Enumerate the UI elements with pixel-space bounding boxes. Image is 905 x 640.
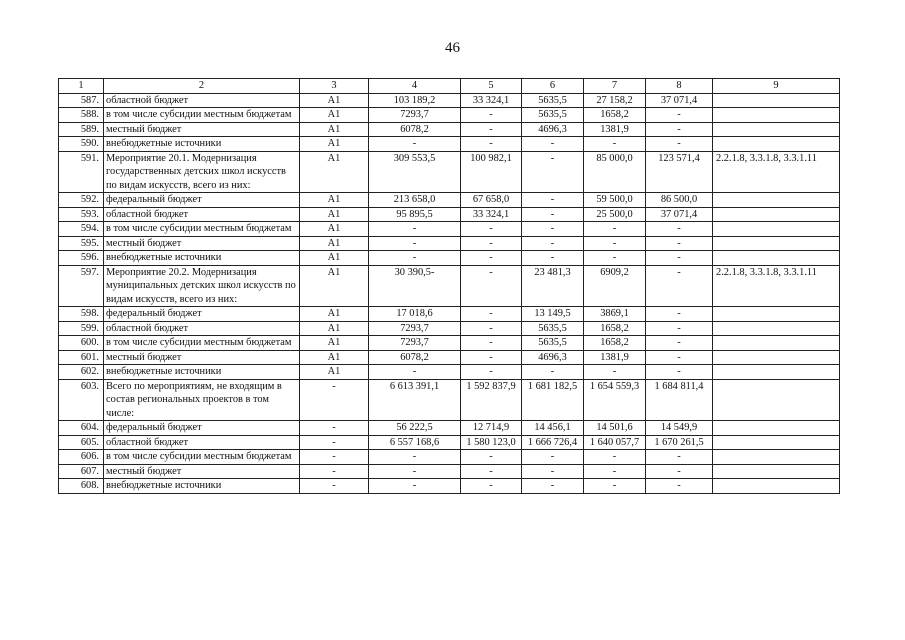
year-4-cell: - [646, 108, 713, 123]
year-4-cell: - [646, 307, 713, 322]
total-cell: 6078,2 [369, 350, 461, 365]
column-header: 5 [461, 79, 522, 94]
code-cell: А1 [300, 236, 369, 251]
year-1-cell: - [461, 236, 522, 251]
table-row [59, 122, 840, 137]
year-4-cell: - [646, 137, 713, 152]
year-3-cell: 3869,1 [584, 307, 646, 322]
code-cell: А1 [300, 307, 369, 322]
year-3-cell: - [584, 222, 646, 237]
code-cell: А1 [300, 137, 369, 152]
year-2-cell: 1 666 726,4 [522, 435, 584, 450]
year-4-cell: - [646, 222, 713, 237]
year-3-cell: - [584, 137, 646, 152]
total-cell: - [369, 251, 461, 266]
item-name-cell: федеральный бюджет [104, 193, 300, 208]
row-number-cell: 589. [59, 122, 104, 137]
year-3-cell: 1381,9 [584, 122, 646, 137]
row-number-cell: 593. [59, 207, 104, 222]
item-name-cell: Мероприятие 20.1. Модернизация государственных детских школ искусств по видам искусств, всего из них: [104, 151, 300, 193]
year-4-cell: 1 684 811,4 [646, 379, 713, 421]
item-name-cell: областной бюджет [104, 435, 300, 450]
indicator-links-cell [713, 379, 840, 421]
item-name-cell: в том числе субсидии местным бюджетам [104, 222, 300, 237]
total-cell: 213 658,0 [369, 193, 461, 208]
table-row [59, 93, 840, 108]
year-2-cell: 14 456,1 [522, 421, 584, 436]
year-4-cell: - [646, 464, 713, 479]
year-3-cell: 25 500,0 [584, 207, 646, 222]
total-cell: 6078,2 [369, 122, 461, 137]
row-number-cell: 595. [59, 236, 104, 251]
column-header: 6 [522, 79, 584, 94]
year-4-cell: 37 071,4 [646, 207, 713, 222]
total-cell: 309 553,5 [369, 151, 461, 193]
year-4-cell: - [646, 321, 713, 336]
indicator-links-cell [713, 222, 840, 237]
year-1-cell: 33 324,1 [461, 93, 522, 108]
budget-table [58, 78, 840, 494]
year-4-cell: - [646, 365, 713, 380]
total-cell: 6 557 168,6 [369, 435, 461, 450]
year-2-cell: - [522, 365, 584, 380]
year-1-cell: - [461, 307, 522, 322]
item-name-cell: Мероприятие 20.2. Модернизация муниципальных детских школ искусств по видам искусств, всего из них: [104, 265, 300, 307]
year-2-cell: - [522, 222, 584, 237]
total-cell: - [369, 464, 461, 479]
total-cell: - [369, 365, 461, 380]
year-2-cell: 5635,5 [522, 336, 584, 351]
year-3-cell: 1381,9 [584, 350, 646, 365]
item-name-cell: внебюджетные источники [104, 251, 300, 266]
year-1-cell: - [461, 222, 522, 237]
row-number-cell: 607. [59, 464, 104, 479]
indicator-links-cell: 2.2.1.8, 3.3.1.8, 3.3.1.11 [713, 265, 840, 307]
indicator-links-cell [713, 207, 840, 222]
year-1-cell: - [461, 336, 522, 351]
table-row [59, 236, 840, 251]
row-number-cell: 597. [59, 265, 104, 307]
column-header: 2 [104, 79, 300, 94]
year-3-cell: 59 500,0 [584, 193, 646, 208]
year-1-cell: - [461, 265, 522, 307]
table-row [59, 307, 840, 322]
item-name-cell: в том числе субсидии местным бюджетам [104, 450, 300, 465]
table-row [59, 435, 840, 450]
table-row [59, 251, 840, 266]
code-cell: А1 [300, 321, 369, 336]
code-cell: А1 [300, 193, 369, 208]
year-3-cell: - [584, 450, 646, 465]
year-2-cell: - [522, 193, 584, 208]
year-1-cell: 1 592 837,9 [461, 379, 522, 421]
year-1-cell: - [461, 365, 522, 380]
year-3-cell: 1 640 057,7 [584, 435, 646, 450]
year-3-cell: 27 158,2 [584, 93, 646, 108]
row-number-cell: 600. [59, 336, 104, 351]
indicator-links-cell [713, 108, 840, 123]
indicator-links-cell [713, 479, 840, 494]
indicator-links-cell: 2.2.1.8, 3.3.1.8, 3.3.1.11 [713, 151, 840, 193]
year-2-cell: 5635,5 [522, 321, 584, 336]
table-row [59, 207, 840, 222]
item-name-cell: местный бюджет [104, 236, 300, 251]
year-2-cell: 4696,3 [522, 350, 584, 365]
indicator-links-cell [713, 137, 840, 152]
total-cell: 7293,7 [369, 336, 461, 351]
table-row [59, 336, 840, 351]
row-number-cell: 594. [59, 222, 104, 237]
code-cell: - [300, 464, 369, 479]
table-row [59, 265, 840, 307]
table-row [59, 108, 840, 123]
code-cell: А1 [300, 122, 369, 137]
year-3-cell: 1658,2 [584, 321, 646, 336]
row-number-cell: 602. [59, 365, 104, 380]
year-1-cell: - [461, 464, 522, 479]
year-2-cell: 13 149,5 [522, 307, 584, 322]
year-1-cell: - [461, 137, 522, 152]
column-header: 7 [584, 79, 646, 94]
year-1-cell: 67 658,0 [461, 193, 522, 208]
year-1-cell: 1 580 123,0 [461, 435, 522, 450]
year-4-cell: 14 549,9 [646, 421, 713, 436]
total-cell: - [369, 222, 461, 237]
indicator-links-cell [713, 193, 840, 208]
code-cell: А1 [300, 251, 369, 266]
year-4-cell: - [646, 251, 713, 266]
code-cell: - [300, 421, 369, 436]
total-cell: 7293,7 [369, 321, 461, 336]
year-2-cell: - [522, 207, 584, 222]
year-1-cell: - [461, 321, 522, 336]
year-2-cell: 4696,3 [522, 122, 584, 137]
total-cell: 56 222,5 [369, 421, 461, 436]
code-cell: - [300, 450, 369, 465]
year-4-cell: - [646, 336, 713, 351]
year-2-cell: 5635,5 [522, 108, 584, 123]
indicator-links-cell [713, 464, 840, 479]
row-number-cell: 605. [59, 435, 104, 450]
year-3-cell: - [584, 251, 646, 266]
item-name-cell: областной бюджет [104, 93, 300, 108]
table-row [59, 151, 840, 193]
year-2-cell: - [522, 236, 584, 251]
row-number-cell: 608. [59, 479, 104, 494]
code-cell: А1 [300, 151, 369, 193]
year-1-cell: 100 982,1 [461, 151, 522, 193]
year-4-cell: - [646, 450, 713, 465]
item-name-cell: федеральный бюджет [104, 421, 300, 436]
code-cell: А1 [300, 207, 369, 222]
year-2-cell: 23 481,3 [522, 265, 584, 307]
year-2-cell: 1 681 182,5 [522, 379, 584, 421]
row-number-cell: 603. [59, 379, 104, 421]
item-name-cell: в том числе субсидии местным бюджетам [104, 108, 300, 123]
row-number-cell: 598. [59, 307, 104, 322]
year-1-cell: - [461, 350, 522, 365]
year-3-cell: 1658,2 [584, 336, 646, 351]
year-4-cell: 37 071,4 [646, 93, 713, 108]
table-row [59, 379, 840, 421]
year-2-cell: 5635,5 [522, 93, 584, 108]
total-cell: 17 018,6 [369, 307, 461, 322]
code-cell: - [300, 435, 369, 450]
indicator-links-cell [713, 251, 840, 266]
year-4-cell: 1 670 261,5 [646, 435, 713, 450]
year-2-cell: - [522, 251, 584, 266]
year-3-cell: 85 000,0 [584, 151, 646, 193]
year-3-cell: - [584, 464, 646, 479]
year-4-cell: 123 571,4 [646, 151, 713, 193]
year-3-cell: - [584, 236, 646, 251]
year-1-cell: - [461, 108, 522, 123]
total-cell: 95 895,5 [369, 207, 461, 222]
row-number-cell: 592. [59, 193, 104, 208]
code-cell: А1 [300, 93, 369, 108]
table-row [59, 464, 840, 479]
year-1-cell: - [461, 122, 522, 137]
year-1-cell: - [461, 479, 522, 494]
table-row [59, 321, 840, 336]
table-row [59, 137, 840, 152]
table-row [59, 222, 840, 237]
year-4-cell: - [646, 479, 713, 494]
item-name-cell: Всего по мероприятиям, не входящим в состав региональных проектов в том числе: [104, 379, 300, 421]
code-cell: А1 [300, 265, 369, 307]
year-3-cell: 1658,2 [584, 108, 646, 123]
item-name-cell: внебюджетные источники [104, 365, 300, 380]
row-number-cell: 599. [59, 321, 104, 336]
page-number: 46 [445, 40, 460, 56]
indicator-links-cell [713, 93, 840, 108]
code-cell: А1 [300, 350, 369, 365]
year-4-cell: 86 500,0 [646, 193, 713, 208]
indicator-links-cell [713, 435, 840, 450]
year-2-cell: - [522, 151, 584, 193]
indicator-links-cell [713, 122, 840, 137]
row-number-cell: 604. [59, 421, 104, 436]
code-cell: - [300, 379, 369, 421]
indicator-links-cell [713, 350, 840, 365]
item-name-cell: в том числе субсидии местным бюджетам [104, 336, 300, 351]
column-header: 4 [369, 79, 461, 94]
table-row [59, 421, 840, 436]
total-cell: 30 390,5- [369, 265, 461, 307]
item-name-cell: внебюджетные источники [104, 137, 300, 152]
indicator-links-cell [713, 321, 840, 336]
table-row [59, 450, 840, 465]
row-number-cell: 591. [59, 151, 104, 193]
item-name-cell: федеральный бюджет [104, 307, 300, 322]
year-3-cell: 14 501,6 [584, 421, 646, 436]
column-header: 1 [59, 79, 104, 94]
total-cell: 103 189,2 [369, 93, 461, 108]
column-header: 9 [713, 79, 840, 94]
year-1-cell: - [461, 251, 522, 266]
year-4-cell: - [646, 350, 713, 365]
year-3-cell: - [584, 365, 646, 380]
table-row [59, 350, 840, 365]
indicator-links-cell [713, 450, 840, 465]
code-cell: А1 [300, 365, 369, 380]
year-2-cell: - [522, 464, 584, 479]
year-1-cell: 12 714,9 [461, 421, 522, 436]
row-number-cell: 596. [59, 251, 104, 266]
total-cell: - [369, 450, 461, 465]
row-number-cell: 606. [59, 450, 104, 465]
item-name-cell: местный бюджет [104, 350, 300, 365]
total-cell: - [369, 479, 461, 494]
indicator-links-cell [713, 236, 840, 251]
indicator-links-cell [713, 307, 840, 322]
item-name-cell: местный бюджет [104, 464, 300, 479]
year-2-cell: - [522, 137, 584, 152]
total-cell: 6 613 391,1 [369, 379, 461, 421]
table-header-row [59, 79, 840, 94]
year-4-cell: - [646, 265, 713, 307]
item-name-cell: местный бюджет [104, 122, 300, 137]
indicator-links-cell [713, 365, 840, 380]
row-number-cell: 587. [59, 93, 104, 108]
total-cell: 7293,7 [369, 108, 461, 123]
code-cell: А1 [300, 336, 369, 351]
row-number-cell: 590. [59, 137, 104, 152]
year-2-cell: - [522, 450, 584, 465]
indicator-links-cell [713, 421, 840, 436]
table-row [59, 193, 840, 208]
item-name-cell: внебюджетные источники [104, 479, 300, 494]
total-cell: - [369, 236, 461, 251]
year-1-cell: 33 324,1 [461, 207, 522, 222]
code-cell: А1 [300, 222, 369, 237]
year-4-cell: - [646, 122, 713, 137]
year-2-cell: - [522, 479, 584, 494]
item-name-cell: областной бюджет [104, 207, 300, 222]
year-4-cell: - [646, 236, 713, 251]
year-3-cell: 1 654 559,3 [584, 379, 646, 421]
indicator-links-cell [713, 336, 840, 351]
item-name-cell: областной бюджет [104, 321, 300, 336]
code-cell: А1 [300, 108, 369, 123]
year-3-cell: - [584, 479, 646, 494]
row-number-cell: 601. [59, 350, 104, 365]
table-row [59, 365, 840, 380]
row-number-cell: 588. [59, 108, 104, 123]
column-header: 3 [300, 79, 369, 94]
column-header: 8 [646, 79, 713, 94]
code-cell: - [300, 479, 369, 494]
year-1-cell: - [461, 450, 522, 465]
table-row [59, 479, 840, 494]
year-3-cell: 6909,2 [584, 265, 646, 307]
total-cell: - [369, 137, 461, 152]
